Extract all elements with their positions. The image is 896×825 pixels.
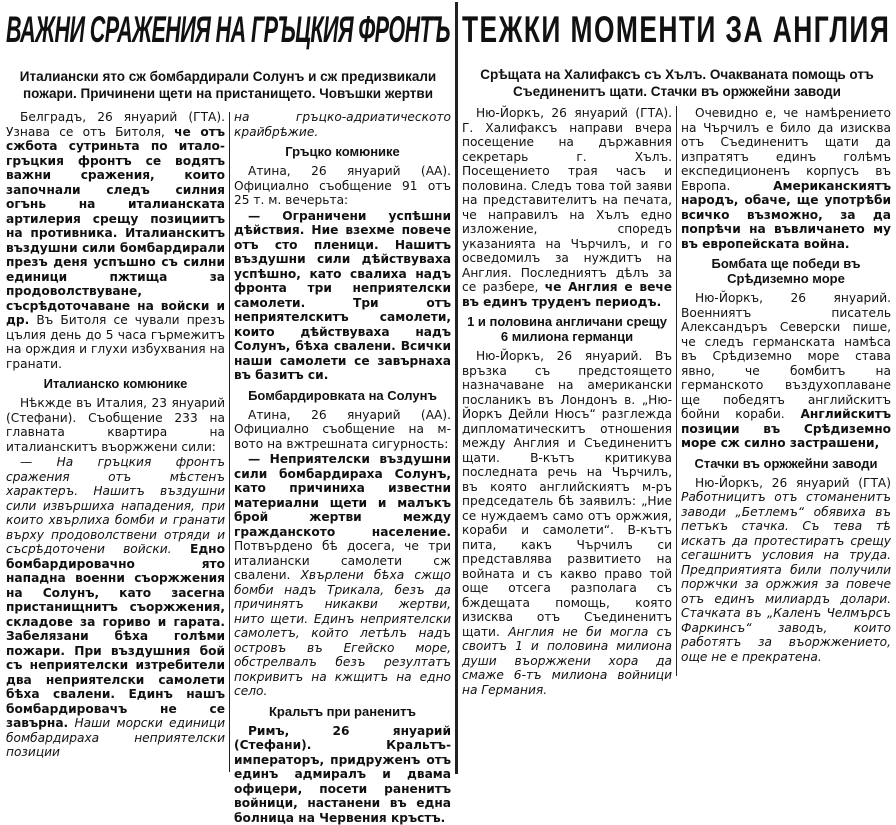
paragraph: на гръцко-адриатическото крайбрѣжие. [234, 110, 451, 139]
section-heading: Бомбата ще победи въ Срѣдиземно море [681, 256, 891, 286]
article-divider [455, 2, 458, 774]
section-heading: Бомбардировката на Солунъ [234, 388, 451, 403]
paragraph: Атина, 26 януарий (АА). Официално съобщение 91 отъ 25 т. м. вечерьта: [234, 164, 451, 208]
section-heading: 1 и половина англичани срещу 6 милиона германци [462, 314, 672, 344]
dateline: Белградъ, 26 януарий (ГТА). [20, 110, 225, 124]
paragraph: Нѣкжде въ Италия, 23 януарий (Стефани). Съобщение 233 на главната квартира на италианскитъ въоржжени сили: [6, 396, 225, 454]
column-divider-left [229, 112, 230, 772]
section-heading: Кральтъ при раненитъ [234, 704, 451, 719]
left-subheadline: Италиански ято сж бомбардирали Солунъ и сж предизвикали пожари. Причинени щети на пристанището. Човъшки жертви [6, 68, 450, 104]
column-divider-right [676, 106, 677, 676]
right-headline: ТЕЖКИ МОМЕНТИ ЗА АНГЛИЯ [462, 4, 890, 56]
left-headline: ВАЖНИ СРАЖЕНИЯ НА ГРЪЦКИЯ ФРОНТЪ [6, 4, 450, 56]
section-heading: Гръцко комюнике [234, 144, 451, 159]
right-subheadline: Срѣщата на Халифаксъ съ Хълъ. Очакваната помощь отъ Съединенитъ щати. Стачки въ оржжейни заводи [462, 66, 892, 102]
left-column-2: на гръцко-адриатическото крайбрѣжие. Гръцко комюнике Атина, 26 януарий (АА). Официално съобщение 91 отъ 25 т. м. вечерьта: — Ограничени успѣшни дѣйствия. Ние взехме повече отъ сто пленици. Нашитъ въздушни сили дѣйствуваха успѣшно, като свалиха надъ фронта три неприятелски самолети. Три отъ неприятелскитъ самолети, които дѣйствуваха надъ Солунъ, бѣха свалени. Всички наши самолети се завърнаха въ базитъ си. Бомбардировката на Солунъ Атина, 26 януарий (АА). Официално съобщение на м-вото на вжтрешната сигурность: — Неприятелски въздушни сили бомбардираха Солунъ, като причиниха известни материални щети и малъкъ брой жертви между гражданското население. Потвърдено бѣ досега, че три италиански самолети сж свалени. Хвърлени бѣха сжщо бомби надъ Трикала, безъ да причинятъ никакви жертви, нито щети. Единъ неприятелски самолетъ, който летѣлъ надъ островъ въ Егейско море, обстрелвалъ безъ резултатъ покривитъ на кжщитъ на едно село. Кральтъ при раненитъ Римъ, 26 януарий (Стефани). Кральтъ-императоръ, придруженъ отъ единъ адмиралъ и двама офицери, посети раненитъ войници, настанени въ една болница на Червения кръстъ. [234, 110, 451, 772]
left-column-1: Белградъ, 26 януарий (ГТА). Узнава се отъ Битоля, че отъ сжбота сутриньта по итало-гръцкия фронтъ се водятъ важни сражения, които започнали следъ силния огънь на италианската артилерия срещу позициитъ на противника. Италианскитъ въздушни сили бомбардирали презъ деня успъшно съ силни единици пжтища за продоволствуване, съсрѣдоточаване на войски и др. Въ Битоля се чували презъ цълия день до 5 часа гърмежитъ на орждия и глухи избухвания на гранати. Италианско комюнике Нѣкжде въ Италия, 23 януарий (Стефани). Съобщение 233 на главната квартира на италианскитъ въоржжени сили: — На гръцкия фронтъ сражения отъ мѣстенъ характеръ. Нашитъ въздушни сили извършиха нападения, при които хвърлиха бомби и гранати върху продоволствени отряди и съсрѣдоточени войски. Едно бомбардировачно ято нападна военни съоржжения на Солунъ, като засегна пристанищнитъ съоржжения, складове за гориво и гарата. Забелязани бѣха голѣми пожари. При въздушния бой съ неприятелски изтребители два неприятелски самолети бѣха свалени. Единъ нашъ бомбардировачъ не се завърна. Наши морски единици бомбардираха неприятелски позиции [6, 110, 225, 772]
section-heading: Стачки въ оржжейни заводи [681, 456, 891, 471]
paragraph: — Ограничени успѣшни дѣйствия. Ние взехме повече отъ сто пленици. Нашитъ въздушни сили дѣйствуваха успѣшно, като свалиха надъ фронта три неприятелски самолети. Три отъ неприятелскитъ самолети, които дѣйствуваха надъ Солунъ, бѣха свалени. Всички наши самолети се завърнаха въ базитъ си. [234, 209, 451, 383]
section-heading: Италианско комюнике [6, 376, 225, 391]
right-column-2: Очевидно е, че намѣрението на Чърчилъ е било да изисква отъ Съединенитъ щати да изпратятъ единъ голѣмъ експедиционенъ корпусъ въ Европа. Американскиятъ народъ, обаче, ще употрѣби всичко възможно, за да попрѣчи на въвличането му въ европейската война. Бомбата ще победи въ Срѣдиземно море Ню-Йоркъ, 26 януарий. Военниятъ писатель Александъръ Северски пише, че следъ германската намѣса въ Срѣдиземно море става явно, че бомбитъ на германското въздухоплаване ще победятъ английскитъ бойни кораби. Английскитъ позиции въ Срѣдиземно море сж силно застрашени, Стачки въ оржжейни заводи Ню-Йоркъ, 26 януарий (ГТА) Работницитъ отъ стоманенитъ заводи „Бетлемъ“ обявиха въ петъкъ стачка. Съ тева тѣ искатъ да протестиратъ срещу сегашнитъ условия на труда. Предприятията били получили поржчки за оржжия за повече отъ единъ милиардъ долари. Стачката въ „Каленъ Челмърсъ Фаркинсъ“ заводъ, които работятъ за въоржжението, още не е прекратена. [681, 106, 891, 706]
right-column-1: Ню-Йоркъ, 26 януарий (ГТА). Г. Халифаксъ направи вчера посещение на държавния секретарь г. Хълъ. Посещението трая часъ и половина. Следъ това той заяви на представителитъ на печата, че направилъ на Хълъ едно изложение, споредъ указанията на Чърчилъ, и го осведомилъ за нуждитъ на Англия. Последниятъ дѣлъ за се разбере, че Англия е вече въ единъ труденъ периодъ. 1 и половина англичани срещу 6 милиона германци Ню-Йоркъ, 26 януарий. Въ връзка съ предстоящето назначаване на американски посланикъ въ Лондонъ в. „Ню-Йоркъ Дейли Нюсъ“ разглежда дипломатическитъ отношения между Англия и Съединенитъ щати. В-кътъ критикува последната речь на Чърчилъ, въ която английскиятъ м-ръ председатель бѣ заявилъ: „Ние се нуждаемъ само отъ оржжия, кораби и самолети“. В-кътъ пита, какъ Чърчилъ си представлява развитието на войната и съ какво право той още отсега разполага съ бждещата помощь, която изисква отъ Съединенитъ щати. Англия не би могла съ своитъ 1 и половина милиона души въоржжени хора да смаже 6-тъ милиона войници на Германия. [462, 106, 672, 772]
paragraph: Атина, 26 януарий (АА). Официално съобщение на м-вото на вжтрешната сигурность: [234, 408, 451, 452]
paragraph: Римъ, 26 януарий (Стефани). Кральтъ-императоръ, придруженъ отъ единъ адмиралъ и двама офицери, посети раненитъ войници, настанени въ една болница на Червения кръстъ. [234, 724, 451, 825]
